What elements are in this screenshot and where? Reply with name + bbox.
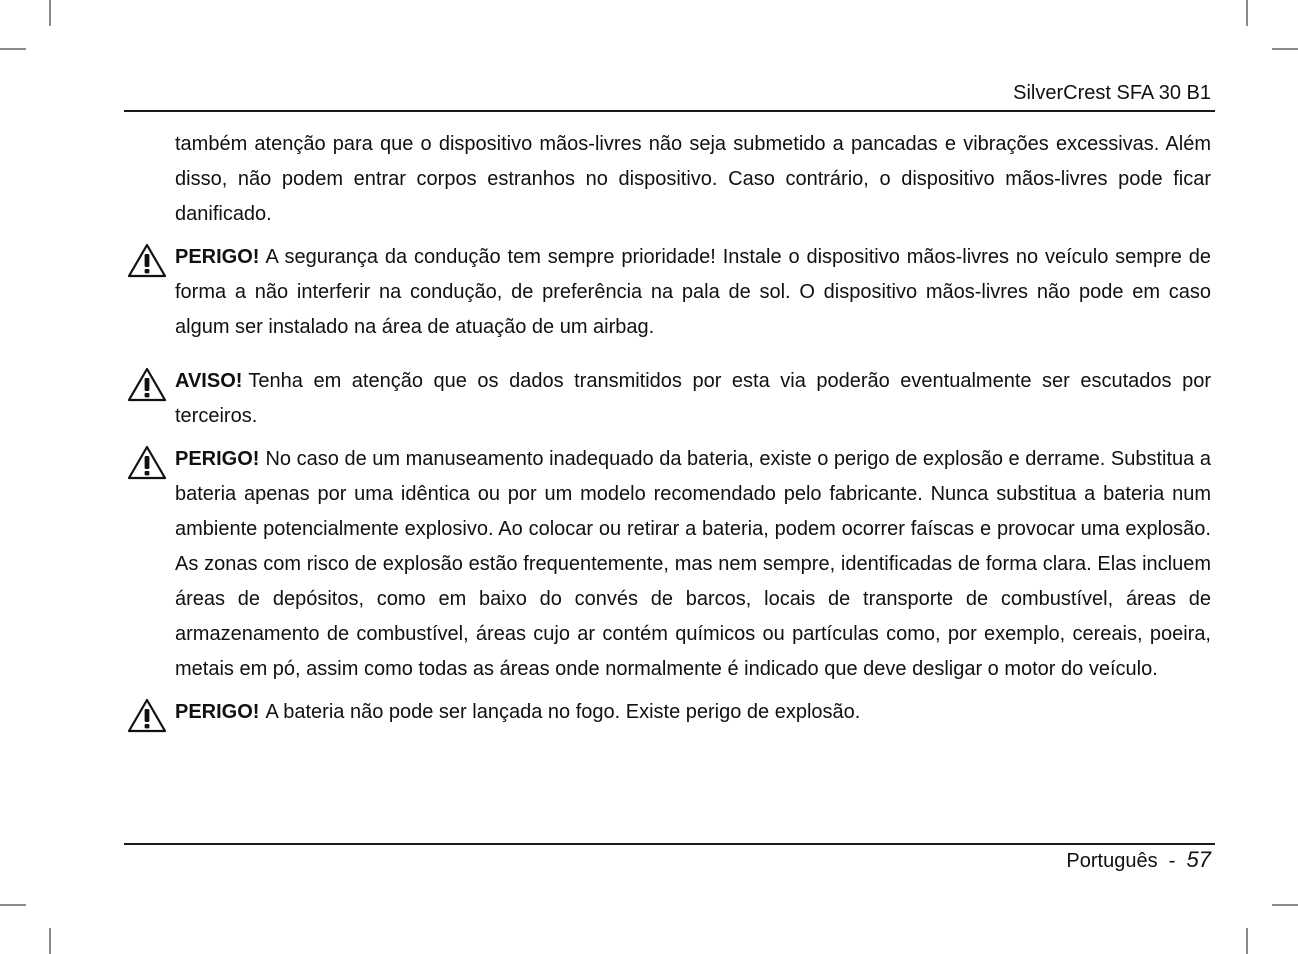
intro-paragraph [175, 127, 1211, 232]
header-title: SilverCrest SFA 30 B1 [1013, 82, 1211, 104]
paragraph-text: A segurança da condução tem sempre prioridade! Instale o dispositivo mãos-livres no veículo sempre de forma a não interferir na condução, de preferência na pala de sol. O dispositivo mãos-livres não pode em caso algum ser instalado na área de atuação de um airbag. [175, 246, 1211, 338]
danger-paragraph [175, 240, 1211, 345]
crop-mark [1272, 48, 1298, 50]
crop-mark [49, 928, 51, 954]
warning-keyword: AVISO! [175, 370, 243, 392]
danger-keyword: PERIGO! [175, 701, 260, 723]
footer-separator: - [1168, 850, 1176, 872]
paragraph-text: No caso de um manuseamento inadequado da bateria, existe o perigo de explosão e derrame. Substitua a bateria apenas por uma idêntica ou por um modelo recomendado pelo fabricante. Nunca substitua a bateria num ambiente potencialmente explosivo. Ao colocar ou retirar a bateria, podem ocorrer faíscas e provocar uma explosão. As zonas com risco de explosão estão frequentemente, mas nem sempre, identificadas de forma clara. Elas incluem áreas de depósitos, como em baixo do convés de barcos, locais de transporte de combustível, áreas de armazenamento de combustível, áreas cujo ar contém químicos ou partículas como, por exemplo, cereais, poeira, metais em pó, assim como todas as áreas onde normalmente é indicado que deve desligar o motor do veículo. [175, 448, 1211, 680]
header-rule [124, 110, 1215, 112]
crop-mark [0, 48, 26, 50]
crop-mark [1246, 0, 1248, 26]
warning-paragraph [175, 364, 1211, 434]
warning-triangle-icon [127, 698, 167, 733]
paragraph-text: A bateria não pode ser lançada no fogo. Existe perigo de explosão. [265, 701, 861, 723]
warning-triangle-icon [127, 445, 167, 480]
footer-language: Português [1066, 850, 1158, 872]
warning-triangle-icon [127, 243, 167, 278]
footer-rule [124, 843, 1215, 845]
page-body [175, 127, 1211, 730]
paragraph-text: também atenção para que o dispositivo mãos-livres não seja submetido a pancadas e vibrações excessivas. Além disso, não podem entrar corpos estranhos no dispositivo. Caso contrário, o dispositivo mãos-livres pode ficar danificado. [175, 133, 1211, 225]
crop-mark [1272, 904, 1298, 906]
page-number: 57 [1186, 847, 1211, 872]
crop-mark [1246, 928, 1248, 954]
danger-keyword: PERIGO! [175, 448, 260, 470]
crop-mark [49, 0, 51, 26]
danger-paragraph [175, 442, 1211, 687]
danger-keyword: PERIGO! [175, 246, 260, 268]
crop-mark [0, 904, 26, 906]
warning-triangle-icon [127, 367, 167, 402]
page-footer [1066, 847, 1211, 873]
danger-paragraph [175, 695, 1211, 730]
paragraph-text: Tenha em atenção que os dados transmitidos por esta via poderão eventualmente ser escutados por terceiros. [175, 370, 1211, 427]
